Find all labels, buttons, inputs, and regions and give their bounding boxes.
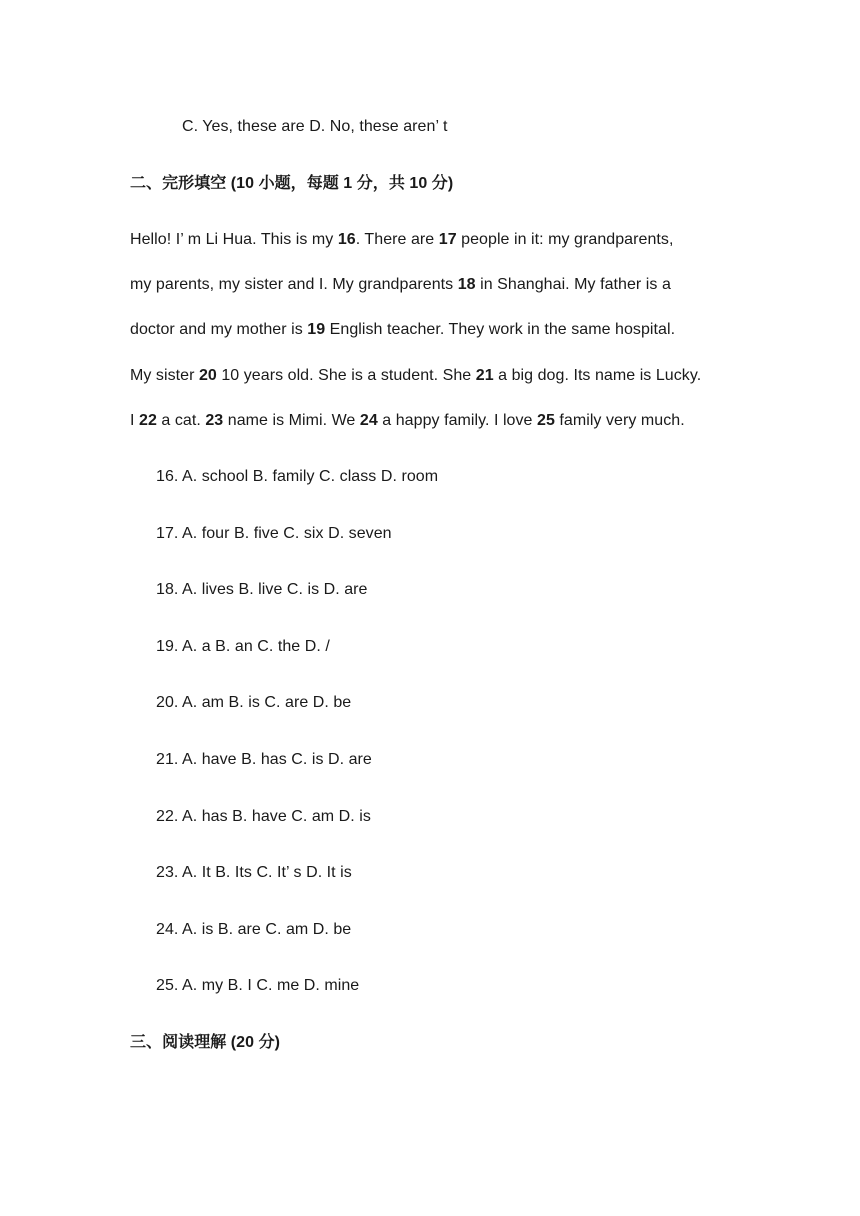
question-20-options: 20. A. am B. is C. are D. be: [156, 694, 352, 711]
blank-number-21: 21: [475, 367, 494, 384]
passage-text: a big dog. Its name is Lucky.: [493, 367, 702, 384]
passage-text: name is Mimi. We: [223, 412, 360, 429]
passage-text: in Shanghai. My father is a: [475, 276, 671, 293]
blank-number-19: 19: [307, 321, 326, 338]
blank-number-16: 16: [337, 231, 356, 248]
question-24-options: 24. A. is B. are C. am D. be: [156, 921, 352, 938]
question-22-options: 22. A. has B. have C. am D. is: [156, 808, 371, 825]
blank-number-18: 18: [457, 276, 476, 293]
passage-text: a cat.: [156, 412, 206, 429]
passage-line-2: [130, 275, 671, 295]
question-16-options: 16. A. school B. family C. class D. room: [156, 468, 439, 485]
passage-text: doctor and my mother is: [130, 321, 308, 338]
blank-number-23: 23: [205, 412, 224, 429]
question-19-options: 19. A. a B. an C. the D. /: [156, 638, 330, 655]
passage-text: 10 years old. She is a student. She: [216, 367, 476, 384]
blank-number-22: 22: [139, 412, 157, 429]
passage-line-1: [130, 230, 673, 250]
passage-text: I: [130, 412, 139, 429]
passage-line-4: [130, 366, 701, 386]
blank-number-17: 17: [438, 231, 457, 248]
passage-text: Hello! I’ m Li Hua. This is my: [130, 231, 338, 248]
passage-text: My sister: [130, 367, 199, 384]
section-3-heading: 三、阅读理解 (20 分): [130, 1034, 280, 1051]
passage-text: family very much.: [554, 412, 685, 429]
passage-text: . There are: [355, 231, 439, 248]
question-21-options: 21. A. have B. has C. is D. are: [156, 751, 372, 768]
blank-number-24: 24: [359, 412, 378, 429]
passage-line-3: [130, 320, 675, 340]
blank-number-20: 20: [198, 367, 217, 384]
passage-text: English teacher. They work in the same hospital.: [325, 321, 676, 338]
question-18-options: 18. A. lives B. live C. is D. are: [156, 581, 368, 598]
previous-question-options: C. Yes, these are D. No, these aren’ t: [182, 118, 448, 135]
question-25-options: 25. A. my B. I C. me D. mine: [156, 977, 360, 994]
passage-text: a happy family. I love: [377, 412, 537, 429]
blank-number-25: 25: [537, 412, 555, 429]
passage-line-5: [130, 411, 685, 431]
question-17-options: 17. A. four B. five C. six D. seven: [156, 525, 392, 542]
question-23-options: 23. A. It B. Its C. It’ s D. It is: [156, 864, 352, 881]
passage-text: my parents, my sister and I. My grandparents: [130, 276, 458, 293]
passage-text: people in it: my grandparents,: [456, 231, 674, 248]
section-2-heading: 二、完形填空 (10 小题，每题 1 分，共 10 分): [130, 175, 454, 192]
